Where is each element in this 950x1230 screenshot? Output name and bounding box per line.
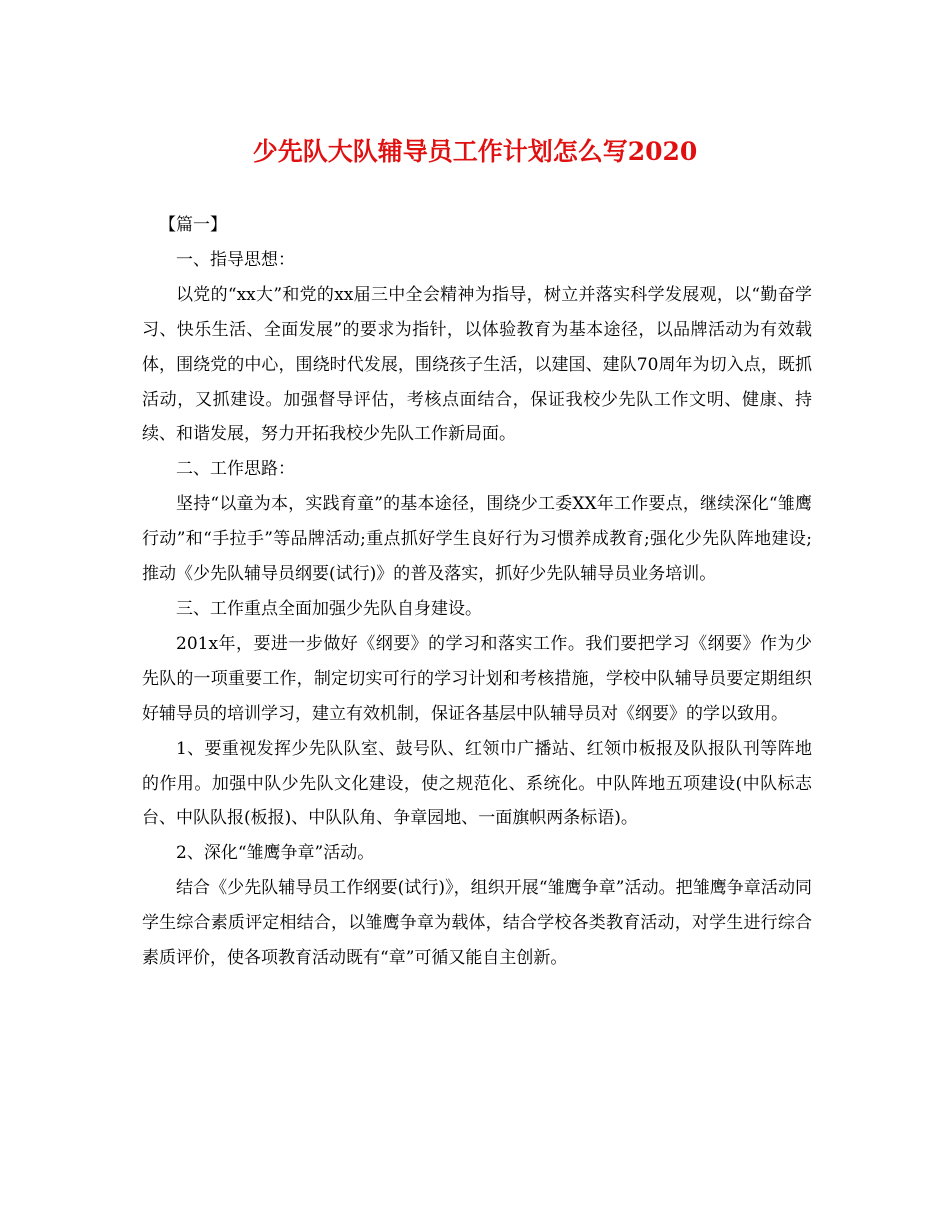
- paragraph-eagle-badge: 结合《少先队辅导员工作纲要(试行)》，组织开展“雏鹰争章”活动。把雏鹰争章活动同学生综合素质评定相结合，以雏鹰争章为载体，结合学校各类教育活动，对学生进行综合素质评价，使各项教育活动既有“章”可循又能自主创新。: [142, 878, 812, 969]
- document-body: [142, 208, 812, 976]
- heading-guiding-thought: 一、指导思想：: [176, 249, 295, 270]
- document-title: 少先队大队辅导员工作计划怎么写2020: [252, 137, 698, 166]
- section-label: 【篇一】: [159, 215, 227, 235]
- heading-work-focus: 三、工作重点全面加强少先队自身建设。: [176, 598, 482, 619]
- heading-work-approach: 二、工作思路：: [176, 459, 295, 480]
- paragraph-item-2: 2、深化“雏鹰争章”活动。: [176, 843, 375, 864]
- paragraph-work-approach: 坚持“以童为本，实践育童”的基本途径，围绕少工委XX年工作要点，继续深化“雏鹰行动”和“手拉手”等品牌活动;重点抓好学生良好行为习惯养成教育;强化少先队阵地建设;推动《少先队辅导员纲要(试行)》的普及落实，抓好少先队辅导员业务培训。: [142, 494, 812, 585]
- paragraph-item-1: 1、要重视发挥少先队队室、鼓号队、红领巾广播站、红领巾板报及队报队刊等阵地的作用。加强中队少先队文化建设，使之规范化、系统化。中队阵地五项建设(中队标志台、中队队报(板报)、中队队角、争章园地、一面旗帜两条标语)。: [142, 738, 812, 829]
- paragraph-guiding-thought: 以党的“xx大”和党的xx届三中全会精神为指导，树立并落实科学发展观，以“勤奋学习、快乐生活、全面发展”的要求为指针，以体验教育为基本途径，以品牌活动为有效载体，围绕党的中心，围绕时代发展，围绕孩子生活，以建国、建队70周年为切入点，既抓活动，又抓建设。加强督导评估，考核点面结合，保证我校少先队工作文明、健康、持续、和谐发展，努力开拓我校少先队工作新局面。: [142, 284, 812, 445]
- paragraph-outline-study: 201x年，要进一步做好《纲要》的学习和落实工作。我们要把学习《纲要》作为少先队的一项重要工作，制定切实可行的学习计划和考核措施，学校中队辅导员要定期组织好辅导员的培训学习，建立有效机制，保证各基层中队辅导员对《纲要》的学以致用。: [142, 633, 812, 724]
